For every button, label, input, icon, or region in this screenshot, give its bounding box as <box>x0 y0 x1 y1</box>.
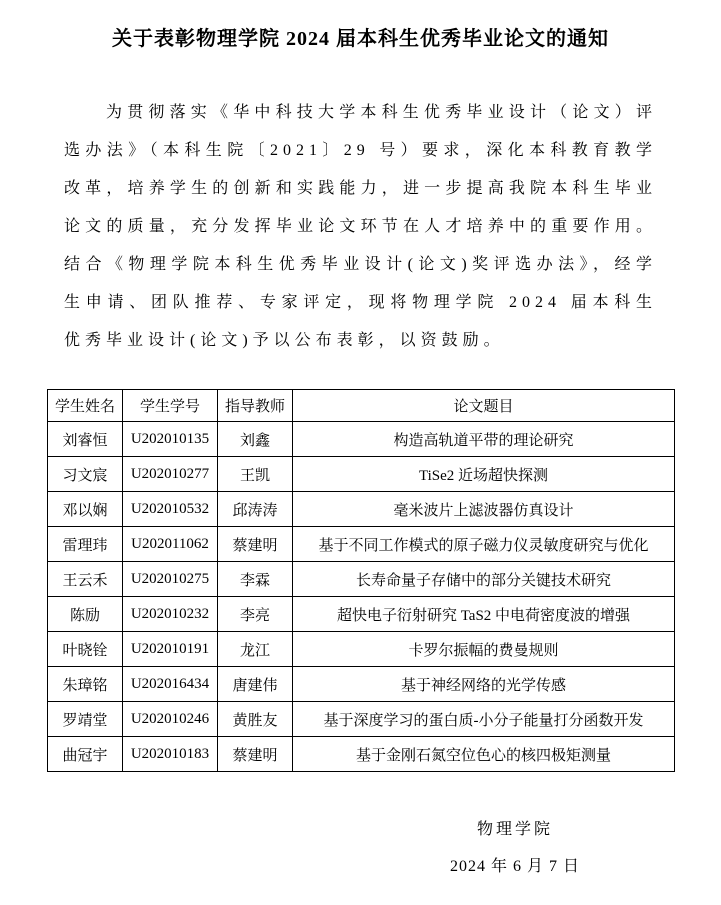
advisor-cell: 蔡建明 <box>218 527 293 562</box>
student-name-cell: 习文宸 <box>48 457 123 492</box>
table-row <box>48 492 675 527</box>
advisor-cell: 李霖 <box>218 562 293 597</box>
thesis-title-cell: 构造高轨道平带的理论研究 <box>293 422 675 457</box>
column-header: 学生学号 <box>123 390 218 422</box>
advisor-cell: 邱涛涛 <box>218 492 293 527</box>
student-id-cell: U202010232 <box>123 597 218 632</box>
table-row <box>48 597 675 632</box>
student-id-cell: U202010246 <box>123 702 218 737</box>
advisor-cell: 李亮 <box>218 597 293 632</box>
student-name-cell: 陈励 <box>48 597 123 632</box>
notice-paragraph: 为贯彻落实《华中科技大学本科生优秀毕业设计（论文）评选办法》（本科生院〔2021〕29 号）要求，深化本科教育教学改革，培养学生的创新和实践能力，进一步提高我院本科生毕业论文的质量，充分发挥毕业论文环节在人才培养中的重要作用。结合《物理学院本科生优秀毕业设计(论文)奖评选办法》，经学生申请、团队推荐、专家评定，现将物理学院 2024 届本科生优秀毕业设计(论文)予以公布表彰，以资鼓励。 <box>64 104 657 349</box>
column-header: 指导教师 <box>218 390 293 422</box>
thesis-title-cell: TiSe2 近场超快探测 <box>293 457 675 492</box>
thesis-title-cell: 超快电子衍射研究 TaS2 中电荷密度波的增强 <box>293 597 675 632</box>
document-title: 关于表彰物理学院 2024 届本科生优秀毕业论文的通知 <box>112 28 609 50</box>
table-row <box>48 457 675 492</box>
student-id-cell: U202010191 <box>123 632 218 667</box>
thesis-title-cell: 毫米波片上滤波器仿真设计 <box>293 492 675 527</box>
table-row <box>48 422 675 457</box>
student-id-cell: U202010532 <box>123 492 218 527</box>
advisor-cell: 黄胜友 <box>218 702 293 737</box>
student-name-cell: 曲冠宇 <box>48 737 123 772</box>
thesis-title-cell: 基于深度学习的蛋白质-小分子能量打分函数开发 <box>293 702 675 737</box>
thesis-title-cell: 基于不同工作模式的原子磁力仪灵敏度研究与优化 <box>293 527 675 562</box>
thesis-title-cell: 基于神经网络的光学传感 <box>293 667 675 702</box>
advisor-cell: 唐建伟 <box>218 667 293 702</box>
table-row <box>48 527 675 562</box>
table-body <box>48 422 675 772</box>
table-row <box>48 702 675 737</box>
student-name-cell: 雷理玮 <box>48 527 123 562</box>
student-name-cell: 刘睿恒 <box>48 422 123 457</box>
student-name-cell: 罗靖堂 <box>48 702 123 737</box>
signature-date: 2024 年 6 月 7 日 <box>449 858 580 875</box>
student-name-cell: 邓以娴 <box>48 492 123 527</box>
thesis-title-cell: 长寿命量子存储中的部分关键技术研究 <box>293 562 675 597</box>
awards-table <box>47 389 675 772</box>
signature-unit: 物理学院 <box>476 821 553 838</box>
table-header-row <box>48 390 675 422</box>
advisor-cell: 刘鑫 <box>218 422 293 457</box>
student-id-cell: U202010183 <box>123 737 218 772</box>
document-footer <box>380 820 650 877</box>
student-name-cell: 朱璋铭 <box>48 667 123 702</box>
student-id-cell: U202016434 <box>123 667 218 702</box>
advisor-cell: 蔡建明 <box>218 737 293 772</box>
table-row <box>48 632 675 667</box>
table-row <box>48 737 675 772</box>
table-row <box>48 562 675 597</box>
student-id-cell: U202010275 <box>123 562 218 597</box>
student-name-cell: 叶晓铨 <box>48 632 123 667</box>
column-header: 学生姓名 <box>48 390 123 422</box>
advisor-cell: 王凯 <box>218 457 293 492</box>
student-name-cell: 王云禾 <box>48 562 123 597</box>
table-row <box>48 667 675 702</box>
column-header: 论文题目 <box>293 390 675 422</box>
thesis-title-cell: 卡罗尔振幅的费曼规则 <box>293 632 675 667</box>
student-id-cell: U202011062 <box>123 527 218 562</box>
thesis-title-cell: 基于金刚石氮空位色心的核四极矩测量 <box>293 737 675 772</box>
student-id-cell: U202010277 <box>123 457 218 492</box>
advisor-cell: 龙江 <box>218 632 293 667</box>
student-id-cell: U202010135 <box>123 422 218 457</box>
